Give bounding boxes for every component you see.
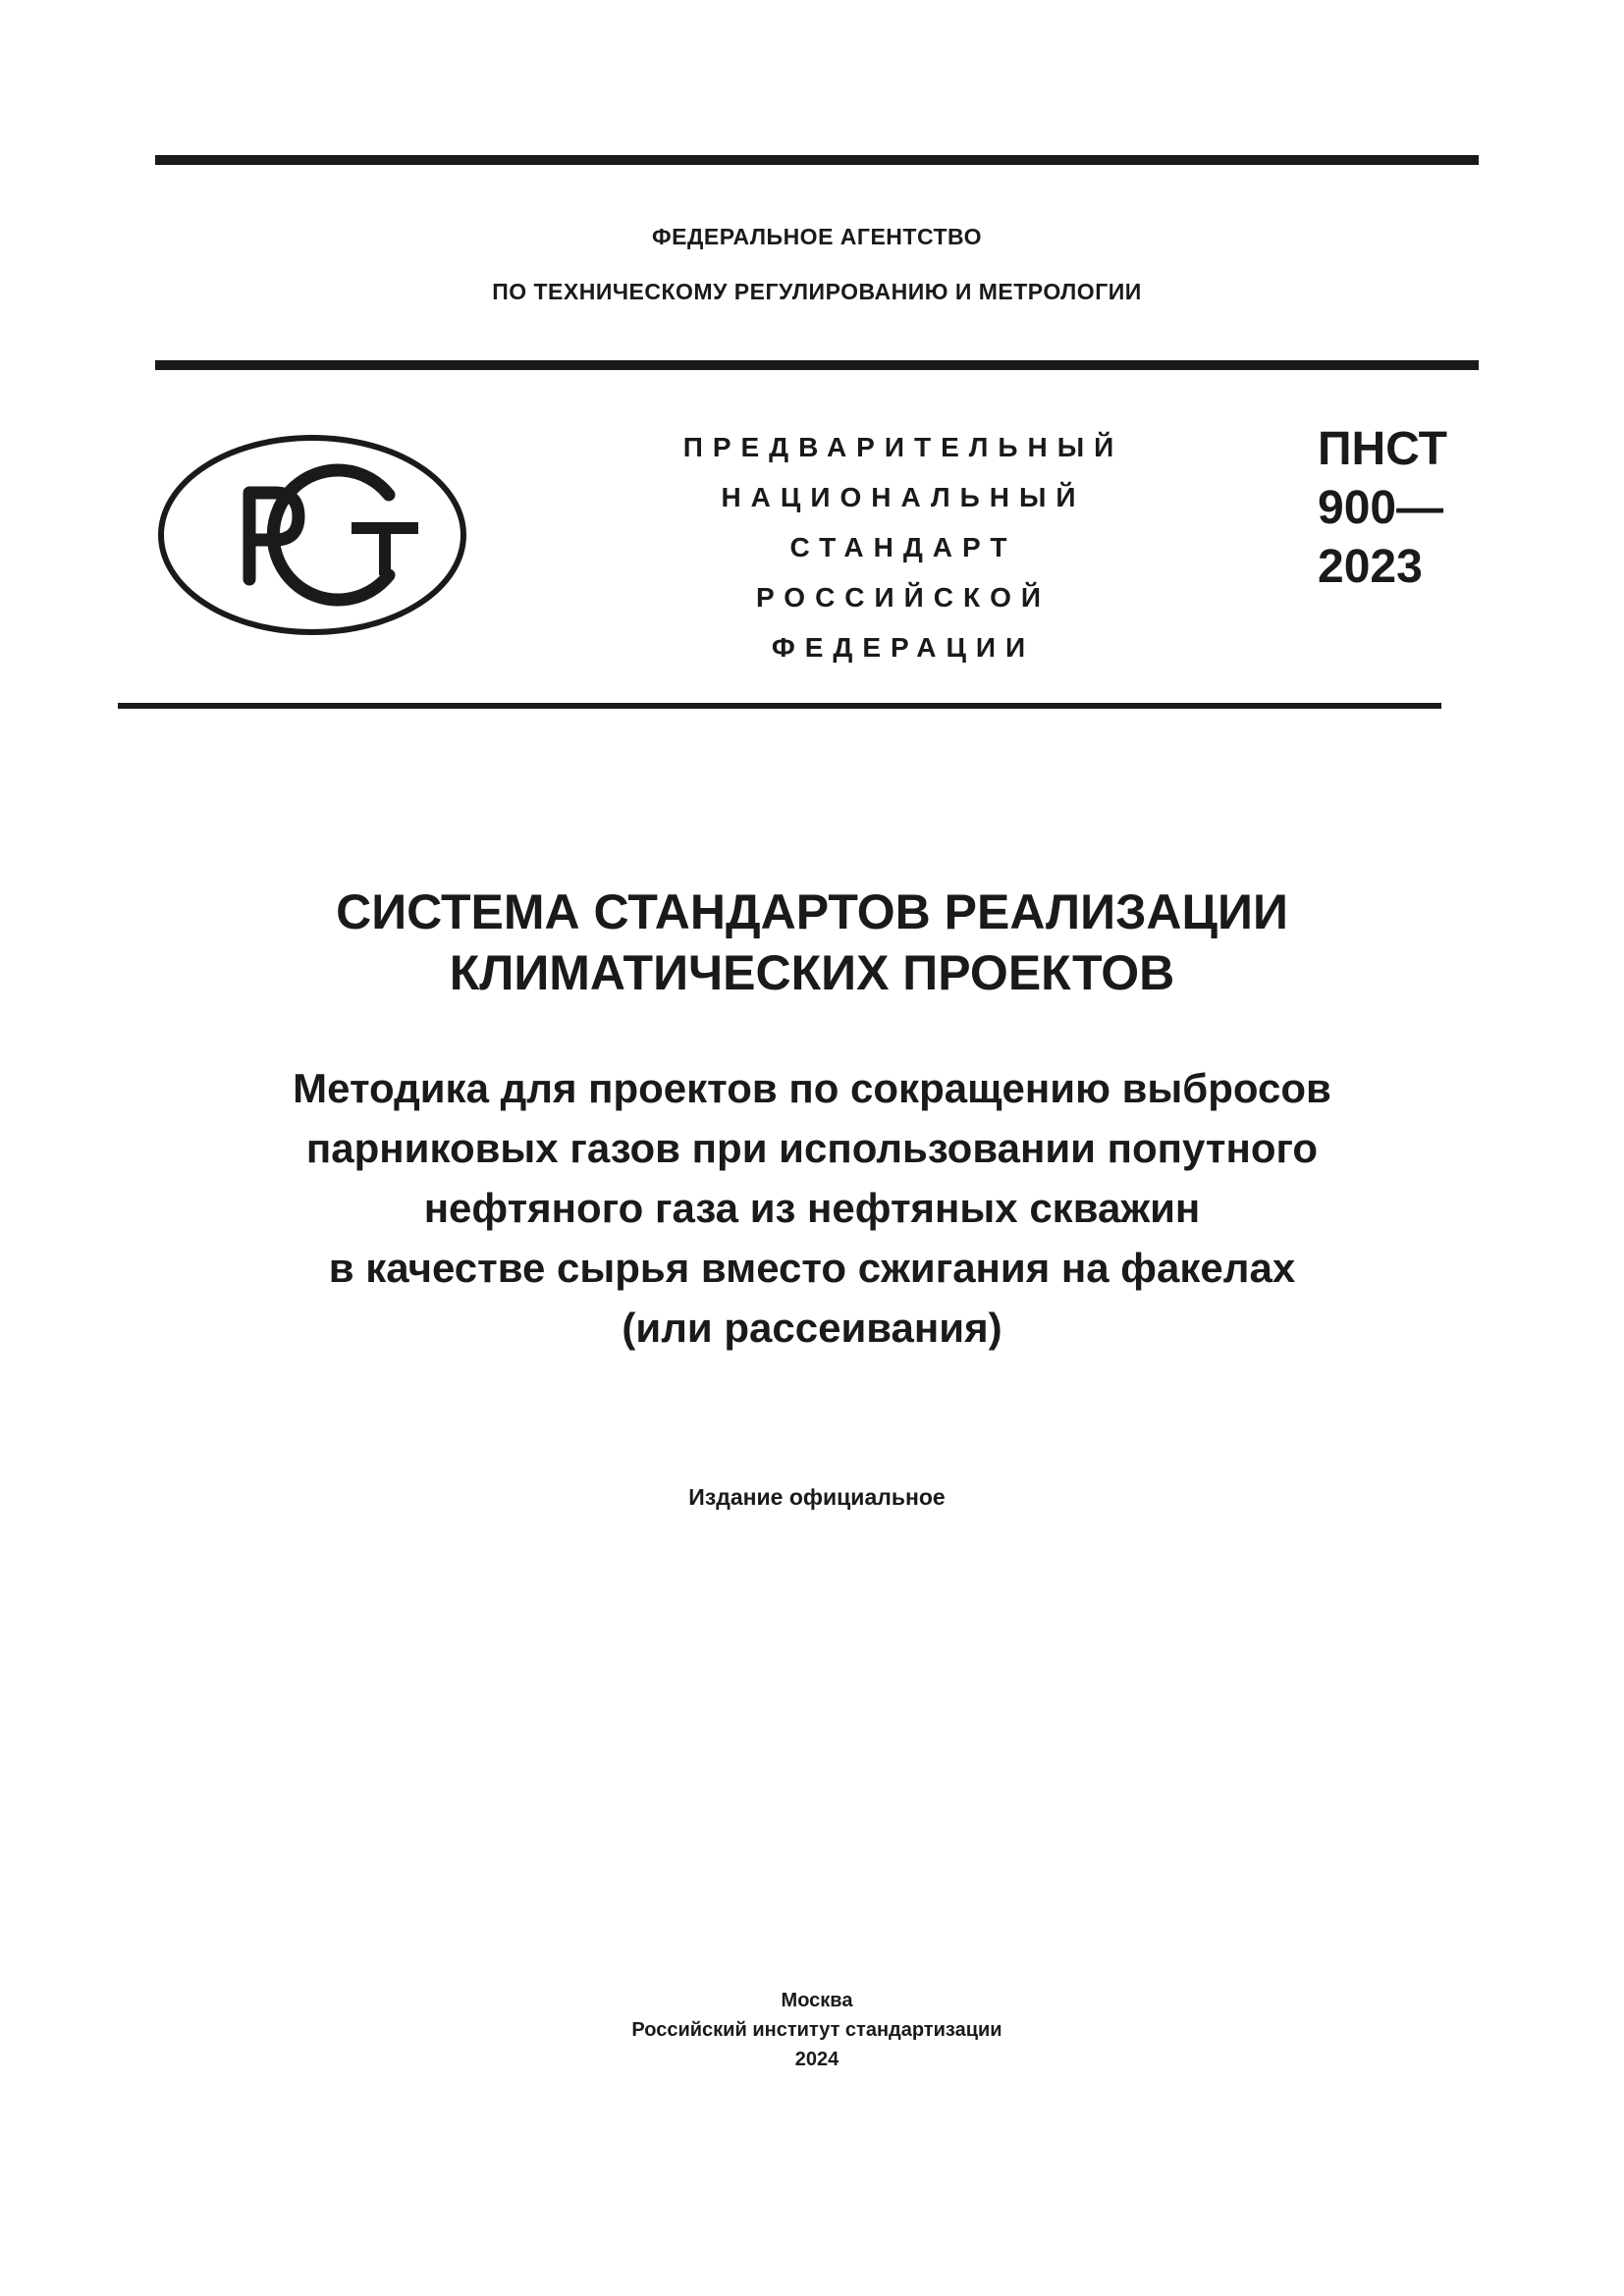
standard-designation (1318, 420, 1494, 597)
subtitle-line: парниковых газов при использовании попутного (305, 1125, 1319, 1171)
designation-line: 2023 (1318, 541, 1423, 593)
designation-line: ПНСТ (1318, 423, 1447, 475)
rst-logo-icon (155, 432, 469, 638)
standard-type-heading (589, 422, 1218, 672)
document-subtitle (118, 1058, 1506, 1358)
imprint-publisher: Российский институт стандартизации (631, 2019, 1002, 2041)
title-line: СИСТЕМА СТАНДАРТОВ РЕАЛИЗАЦИИ (336, 884, 1288, 939)
header-bottom-divider (118, 703, 1441, 709)
top-divider (155, 155, 1479, 165)
title-line: КЛИМАТИЧЕСКИХ ПРОЕКТОВ (449, 945, 1175, 1000)
standard-type-line: НАЦИОНАЛЬНЫЙ (721, 482, 1086, 512)
document-title (118, 881, 1506, 1003)
standard-type-line: РОССИЙСКОЙ (756, 582, 1051, 613)
subtitle-line: Методика для проектов по сокращению выбросов (293, 1065, 1331, 1111)
middle-divider (155, 360, 1479, 370)
subtitle-line: в качестве сырья вместо сжигания на факелах (328, 1245, 1296, 1291)
standard-type-line: СТАНДАРТ (789, 532, 1017, 562)
publisher-imprint (155, 1986, 1479, 2074)
subtitle-line: нефтяного газа из нефтяных скважин (423, 1185, 1201, 1231)
subtitle-line: (или рассеивания) (622, 1305, 1002, 1351)
designation-line: 900— (1318, 482, 1444, 534)
standard-type-line: ПРЕДВАРИТЕЛЬНЫЙ (682, 432, 1124, 462)
imprint-city: Москва (781, 1990, 853, 2011)
standard-type-line: ФЕДЕРАЦИИ (771, 632, 1036, 663)
agency-name-line-1: ФЕДЕРАЛЬНОЕ АГЕНТСТВО (652, 224, 982, 249)
imprint-year: 2024 (794, 2049, 839, 2070)
agency-name-line-2: ПО ТЕХНИЧЕСКОМУ РЕГУЛИРОВАНИЮ И МЕТРОЛОГИИ (492, 279, 1142, 304)
edition-label: Издание официальное (688, 1484, 946, 1510)
